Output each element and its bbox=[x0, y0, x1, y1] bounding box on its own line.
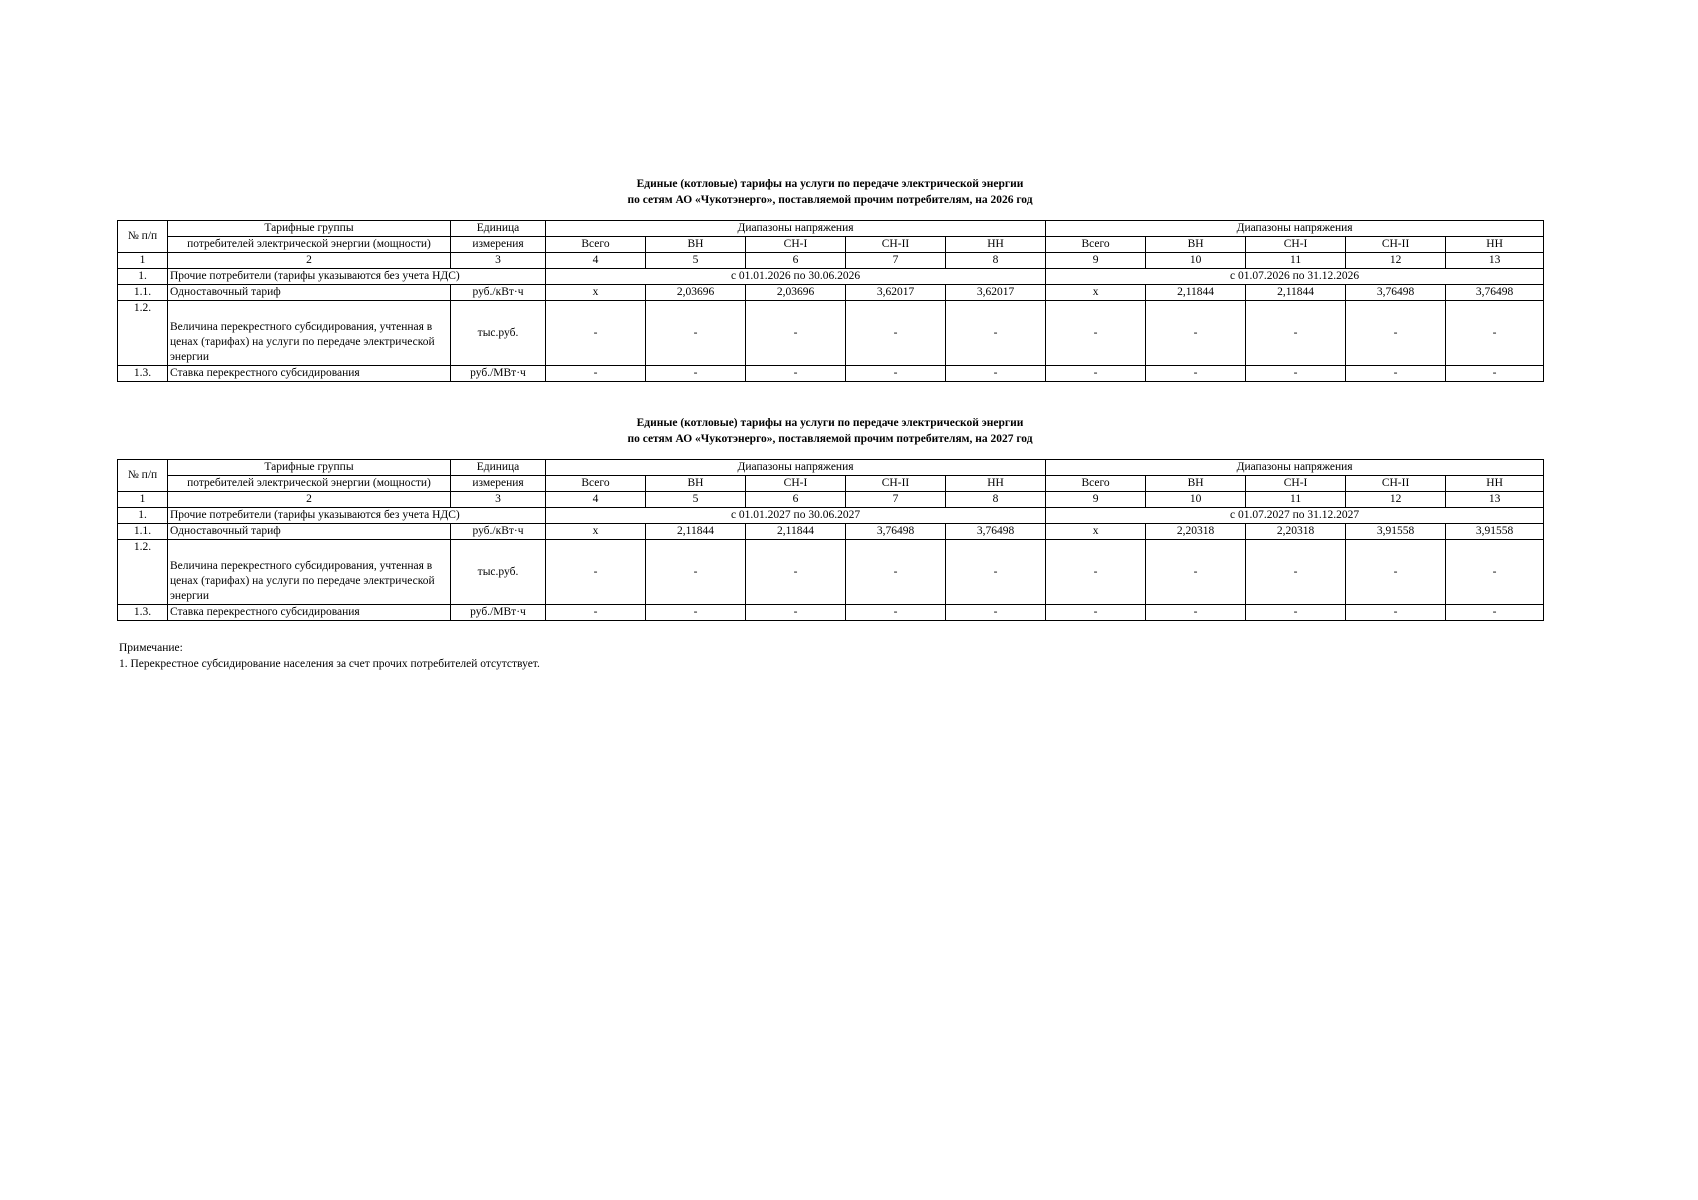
row-num: 1. bbox=[118, 508, 168, 524]
row-num: 1.1. bbox=[118, 524, 168, 540]
value-cell: - bbox=[746, 366, 846, 382]
value-cell: - bbox=[1246, 366, 1346, 382]
value-cell: х bbox=[546, 524, 646, 540]
value-cell: 3,91558 bbox=[1446, 524, 1544, 540]
header-unit-line1: Единица bbox=[451, 460, 546, 476]
value-cell: - bbox=[1146, 540, 1246, 605]
value-cell: х bbox=[1046, 524, 1146, 540]
column-number: 5 bbox=[646, 253, 746, 269]
value-cell: 3,76498 bbox=[846, 524, 946, 540]
header-voltage-level: СН-II bbox=[846, 237, 946, 253]
tariff-block-1 bbox=[117, 176, 1543, 382]
row-unit: руб./кВт·ч bbox=[451, 524, 546, 540]
column-number: 1 bbox=[118, 253, 168, 269]
table-row bbox=[118, 285, 1544, 301]
row-label: Ставка перекрестного субсидирования bbox=[168, 605, 451, 621]
column-number: 5 bbox=[646, 492, 746, 508]
value-cell: - bbox=[946, 540, 1046, 605]
value-cell: 2,20318 bbox=[1146, 524, 1246, 540]
column-number: 12 bbox=[1346, 492, 1446, 508]
tariff-block-2 bbox=[117, 415, 1543, 621]
value-cell: - bbox=[846, 301, 946, 366]
header-ranges-2: Диапазоны напряжения bbox=[1046, 460, 1544, 476]
header-voltage-level: СН-II bbox=[1346, 237, 1446, 253]
column-number: 6 bbox=[746, 253, 846, 269]
note-heading: Примечание: bbox=[119, 642, 183, 654]
table-title bbox=[117, 415, 1543, 447]
table-row bbox=[118, 605, 1544, 621]
period-1: с 01.01.2026 по 30.06.2026 bbox=[546, 269, 1046, 285]
column-number: 3 bbox=[451, 253, 546, 269]
column-number: 11 bbox=[1246, 253, 1346, 269]
value-cell: - bbox=[746, 301, 846, 366]
column-number: 13 bbox=[1446, 253, 1544, 269]
title-line-2: по сетям АО «Чукотэнерго», поставляемой прочим потребителям, на 2027 год bbox=[627, 433, 1033, 445]
column-number: 3 bbox=[451, 492, 546, 508]
row-num: 1. bbox=[118, 269, 168, 285]
row-unit: руб./кВт·ч bbox=[451, 285, 546, 301]
value-cell: 2,11844 bbox=[646, 524, 746, 540]
header-group-line2: потребителей электрической энергии (мощности) bbox=[168, 237, 451, 253]
value-cell: 2,11844 bbox=[1246, 285, 1346, 301]
header-voltage-level: СН-I bbox=[1246, 237, 1346, 253]
header-voltage-level: ВН bbox=[646, 476, 746, 492]
value-cell: 3,91558 bbox=[1346, 524, 1446, 540]
column-number-row bbox=[118, 492, 1544, 508]
title-line-1: Единые (котловые) тарифы на услуги по передаче электрической энергии bbox=[636, 178, 1024, 190]
row-label: Прочие потребители (тарифы указываются без учета НДС) bbox=[168, 508, 546, 524]
column-number-row bbox=[118, 253, 1544, 269]
value-cell: - bbox=[946, 301, 1046, 366]
row-label: Величина перекрестного субсидирования, учтенная в ценах (тарифах) на услуги по передаче электрической энергии bbox=[168, 540, 451, 605]
value-cell: - bbox=[946, 366, 1046, 382]
value-cell: х bbox=[1046, 285, 1146, 301]
table-row bbox=[118, 301, 1544, 366]
table-title bbox=[117, 176, 1543, 208]
column-number: 8 bbox=[946, 492, 1046, 508]
value-cell: - bbox=[1446, 301, 1544, 366]
value-cell: - bbox=[1346, 301, 1446, 366]
value-cell: 3,76498 bbox=[1346, 285, 1446, 301]
title-line-2: по сетям АО «Чукотэнерго», поставляемой прочим потребителям, на 2026 год bbox=[627, 194, 1033, 206]
column-number: 11 bbox=[1246, 492, 1346, 508]
table-row bbox=[118, 540, 1544, 605]
column-number: 2 bbox=[168, 492, 451, 508]
header-group-line1: Тарифные группы bbox=[168, 460, 451, 476]
value-cell: - bbox=[1046, 605, 1146, 621]
value-cell: - bbox=[946, 605, 1046, 621]
row-num: 1.2. bbox=[118, 301, 168, 366]
column-number: 8 bbox=[946, 253, 1046, 269]
value-cell: - bbox=[646, 301, 746, 366]
value-cell: - bbox=[546, 540, 646, 605]
header-ranges-1: Диапазоны напряжения bbox=[546, 460, 1046, 476]
value-cell: - bbox=[546, 605, 646, 621]
value-cell: - bbox=[1246, 301, 1346, 366]
header-voltage-level: НН bbox=[1446, 237, 1544, 253]
header-unit-line2: измерения bbox=[451, 237, 546, 253]
row-num: 1.1. bbox=[118, 285, 168, 301]
value-cell: - bbox=[1146, 301, 1246, 366]
column-number: 4 bbox=[546, 253, 646, 269]
value-cell: - bbox=[746, 540, 846, 605]
row-unit: руб./МВт·ч bbox=[451, 605, 546, 621]
note bbox=[119, 640, 540, 672]
header-voltage-level: СН-II bbox=[1346, 476, 1446, 492]
row-num: 1.3. bbox=[118, 605, 168, 621]
row-label: Величина перекрестного субсидирования, учтенная в ценах (тарифах) на услуги по передаче электрической энергии bbox=[168, 301, 451, 366]
value-cell: 2,03696 bbox=[646, 285, 746, 301]
value-cell: х bbox=[546, 285, 646, 301]
row-label: Прочие потребители (тарифы указываются без учета НДС) bbox=[168, 269, 546, 285]
row-label: Ставка перекрестного субсидирования bbox=[168, 366, 451, 382]
header-voltage-level: СН-II bbox=[846, 476, 946, 492]
value-cell: - bbox=[1446, 605, 1544, 621]
value-cell: - bbox=[1346, 366, 1446, 382]
value-cell: 2,03696 bbox=[746, 285, 846, 301]
row-unit: руб./МВт·ч bbox=[451, 366, 546, 382]
value-cell: - bbox=[1046, 366, 1146, 382]
header-voltage-level: ВН bbox=[1146, 476, 1246, 492]
value-cell: 2,20318 bbox=[1246, 524, 1346, 540]
table-row bbox=[118, 269, 1544, 285]
column-number: 2 bbox=[168, 253, 451, 269]
column-number: 13 bbox=[1446, 492, 1544, 508]
header-voltage-level: СН-I bbox=[746, 237, 846, 253]
value-cell: - bbox=[1446, 366, 1544, 382]
column-number: 7 bbox=[846, 492, 946, 508]
value-cell: - bbox=[746, 605, 846, 621]
value-cell: - bbox=[1346, 605, 1446, 621]
value-cell: - bbox=[1246, 605, 1346, 621]
period-2: с 01.07.2026 по 31.12.2026 bbox=[1046, 269, 1544, 285]
period-1: с 01.01.2027 по 30.06.2027 bbox=[546, 508, 1046, 524]
header-voltage-level: Всего bbox=[1046, 476, 1146, 492]
column-number: 12 bbox=[1346, 253, 1446, 269]
header-row bbox=[118, 221, 1544, 237]
header-voltage-level: НН bbox=[946, 237, 1046, 253]
value-cell: - bbox=[1146, 366, 1246, 382]
period-2: с 01.07.2027 по 31.12.2027 bbox=[1046, 508, 1544, 524]
row-num: 1.2. bbox=[118, 540, 168, 605]
value-cell: 3,76498 bbox=[1446, 285, 1544, 301]
table-row bbox=[118, 524, 1544, 540]
header-voltage-level: НН bbox=[1446, 476, 1544, 492]
row-unit: тыс.руб. bbox=[451, 301, 546, 366]
header-row bbox=[118, 237, 1544, 253]
table-row bbox=[118, 366, 1544, 382]
column-number: 9 bbox=[1046, 492, 1146, 508]
value-cell: - bbox=[646, 540, 746, 605]
header-voltage-level: Всего bbox=[546, 476, 646, 492]
header-num: № п/п bbox=[118, 221, 168, 253]
column-number: 9 bbox=[1046, 253, 1146, 269]
value-cell: - bbox=[846, 540, 946, 605]
header-group-line2: потребителей электрической энергии (мощности) bbox=[168, 476, 451, 492]
value-cell: - bbox=[1446, 540, 1544, 605]
row-label: Одноставочный тариф bbox=[168, 524, 451, 540]
header-voltage-level: СН-I bbox=[746, 476, 846, 492]
column-number: 10 bbox=[1146, 253, 1246, 269]
row-unit: тыс.руб. bbox=[451, 540, 546, 605]
value-cell: - bbox=[1246, 540, 1346, 605]
column-number: 10 bbox=[1146, 492, 1246, 508]
row-label: Одноставочный тариф bbox=[168, 285, 451, 301]
value-cell: - bbox=[846, 366, 946, 382]
note-text: 1. Перекрестное субсидирование населения за счет прочих потребителей отсутствует. bbox=[119, 658, 540, 670]
value-cell: 2,11844 bbox=[1146, 285, 1246, 301]
row-num: 1.3. bbox=[118, 366, 168, 382]
header-ranges-2: Диапазоны напряжения bbox=[1046, 221, 1544, 237]
header-unit-line1: Единица bbox=[451, 221, 546, 237]
header-voltage-level: СН-I bbox=[1246, 476, 1346, 492]
column-number: 7 bbox=[846, 253, 946, 269]
header-voltage-level: Всего bbox=[1046, 237, 1146, 253]
header-voltage-level: ВН bbox=[646, 237, 746, 253]
value-cell: - bbox=[546, 301, 646, 366]
header-voltage-level: Всего bbox=[546, 237, 646, 253]
column-number: 1 bbox=[118, 492, 168, 508]
value-cell: 3,62017 bbox=[846, 285, 946, 301]
value-cell: - bbox=[1046, 540, 1146, 605]
title-line-1: Единые (котловые) тарифы на услуги по передаче электрической энергии bbox=[636, 417, 1024, 429]
value-cell: - bbox=[546, 366, 646, 382]
header-unit-line2: измерения bbox=[451, 476, 546, 492]
tariff-table bbox=[117, 459, 1544, 621]
header-row bbox=[118, 460, 1544, 476]
header-voltage-level: НН bbox=[946, 476, 1046, 492]
value-cell: - bbox=[1146, 605, 1246, 621]
value-cell: 3,62017 bbox=[946, 285, 1046, 301]
header-num: № п/п bbox=[118, 460, 168, 492]
header-row bbox=[118, 476, 1544, 492]
column-number: 4 bbox=[546, 492, 646, 508]
header-voltage-level: ВН bbox=[1146, 237, 1246, 253]
column-number: 6 bbox=[746, 492, 846, 508]
tariff-table bbox=[117, 220, 1544, 382]
value-cell: - bbox=[1346, 540, 1446, 605]
value-cell: 2,11844 bbox=[746, 524, 846, 540]
header-group-line1: Тарифные группы bbox=[168, 221, 451, 237]
value-cell: - bbox=[1046, 301, 1146, 366]
header-ranges-1: Диапазоны напряжения bbox=[546, 221, 1046, 237]
value-cell: - bbox=[646, 605, 746, 621]
value-cell: - bbox=[646, 366, 746, 382]
table-row bbox=[118, 508, 1544, 524]
value-cell: 3,76498 bbox=[946, 524, 1046, 540]
value-cell: - bbox=[846, 605, 946, 621]
